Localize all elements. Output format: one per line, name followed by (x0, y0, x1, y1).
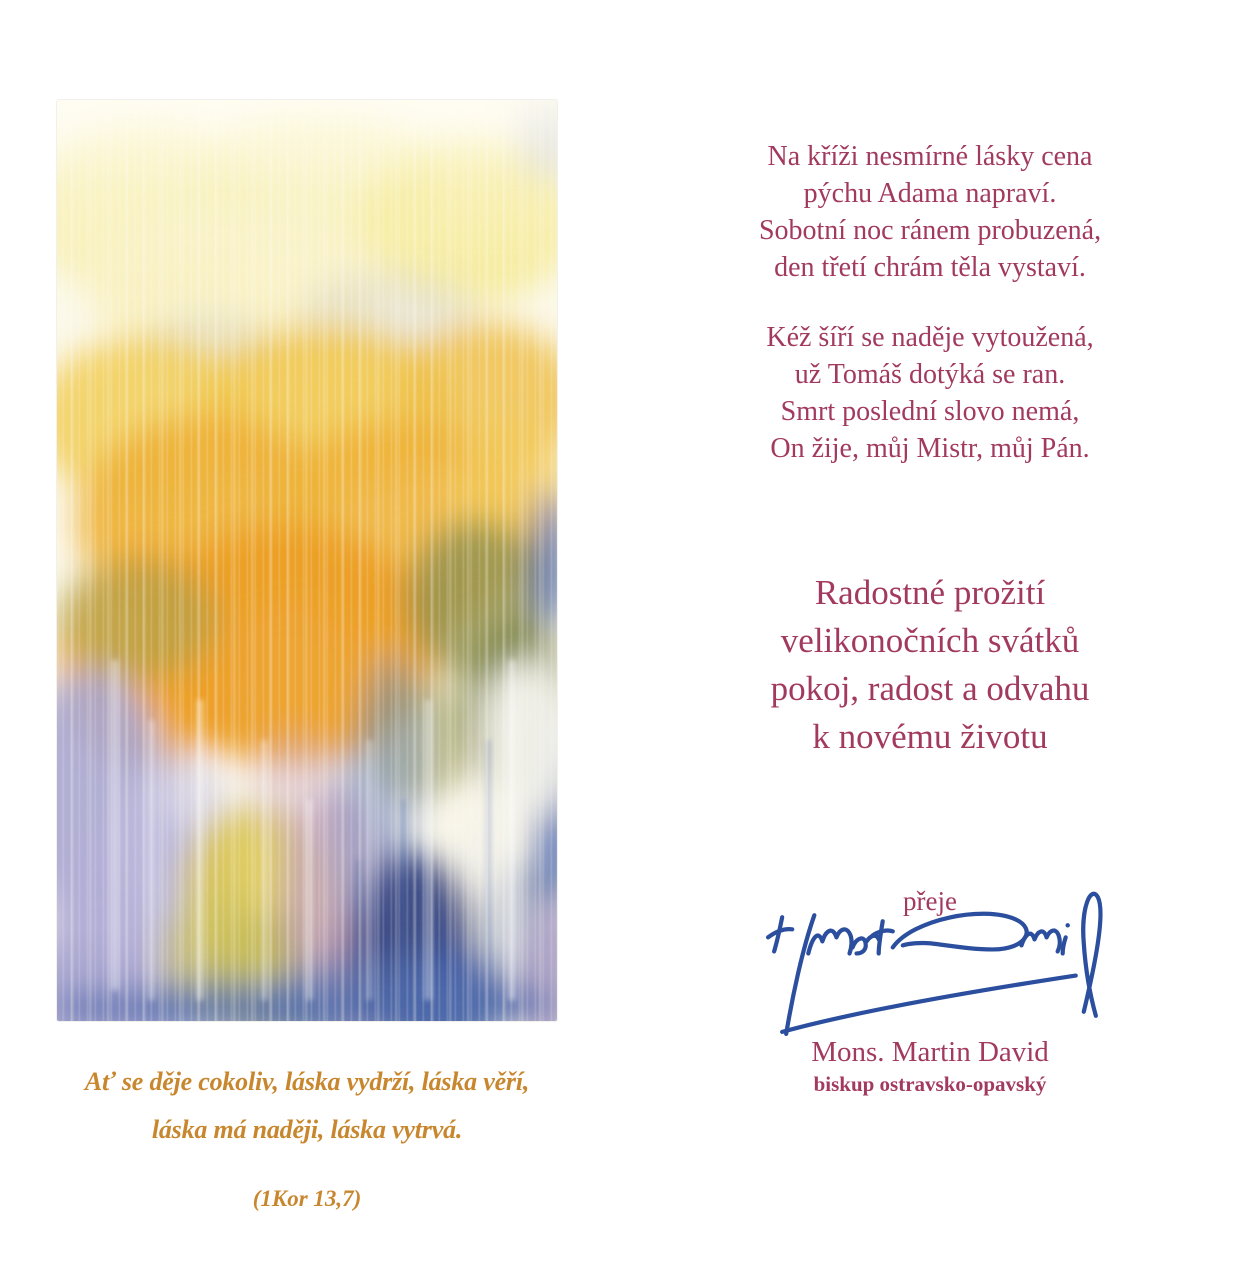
quote-line-1: Ať se děje cokoliv, láska vydrží, láska věří, (84, 1067, 530, 1096)
greeting-line: Radostné prožití (814, 573, 1046, 612)
quote-reference: (1Kor 13,7) (252, 1186, 362, 1211)
greeting-line: velikonočních svátků (780, 621, 1080, 660)
signatory-name: Mons. Martin David (811, 1036, 1049, 1068)
bishop-signature (752, 884, 1124, 1042)
abstract-watercolor-painting (57, 100, 557, 1021)
greeting-line: pokoj, radost a odvahu (770, 669, 1090, 708)
easter-greeting (630, 569, 1230, 761)
poem-line: On žije, můj Mistr, můj Pán. (770, 433, 1090, 464)
poem-line: Na kříži nesmírné lásky cena (767, 141, 1093, 172)
poem-stanza-1 (630, 138, 1230, 286)
poem-line: Smrt poslední slovo nemá, (780, 396, 1080, 427)
poem-line: už Tomáš dotýká se ran. (794, 359, 1066, 390)
quote-line-2: láska má naději, láska vytrvá. (151, 1115, 463, 1144)
signatory-title: biskup ostravsko-opavský (813, 1072, 1047, 1096)
painting-canvas (57, 100, 557, 1021)
bible-quote (0, 1058, 614, 1154)
poem-line: pýchu Adama napraví. (803, 178, 1057, 209)
poem-line: Kéž šíří se naděje vytoužená, (766, 322, 1094, 353)
greeting-line: k novému životu (812, 717, 1048, 756)
poem-line: den třetí chrám těla vystaví. (774, 252, 1086, 283)
poem-line: Sobotní noc ránem probuzená, (758, 215, 1102, 246)
poem-stanza-2 (630, 319, 1230, 467)
closing-word: přeje (903, 886, 957, 916)
